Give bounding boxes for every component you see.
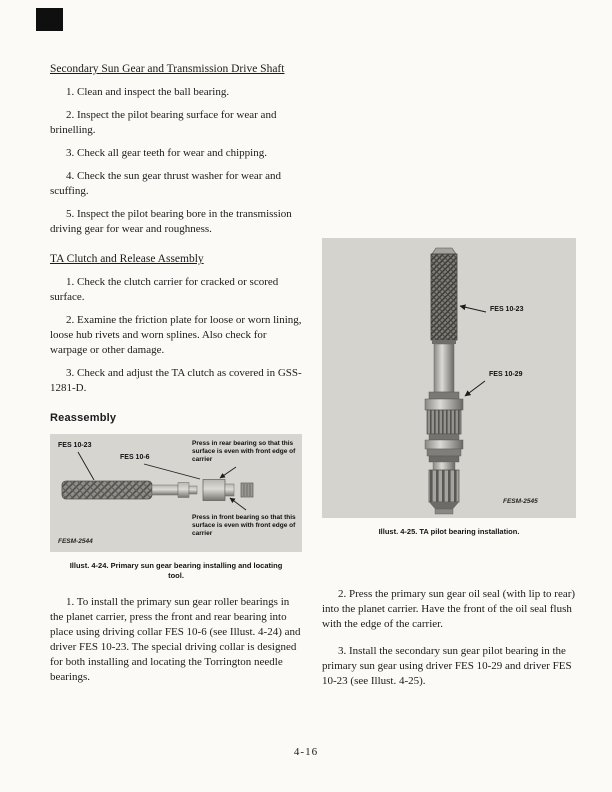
figure-caption-4-25: Illust. 4-25. TA pilot bearing installation. <box>378 527 520 536</box>
figure-illust-4-25 <box>322 238 576 518</box>
list-item: 3. Check all gear teeth for wear and chipping. <box>66 147 267 159</box>
part-label-fes-10-6: FES 10-6 <box>120 454 150 461</box>
section-heading-reassembly: Reassembly <box>50 412 117 424</box>
list-item: 2. Inspect the pilot bearing surface for wear and brinelling. <box>50 109 277 136</box>
list-item: 3. Check and adjust the TA clutch as covered in GSS-1281-D. <box>50 367 302 394</box>
right-column-text <box>322 587 576 689</box>
paragraph-step-3: 3. Install the secondary sun gear pilot bearing in the primary sun gear using driver FES 10-29 and driver FES 10-23 (see Illust. 4-25). <box>322 645 572 687</box>
page-number: 4-16 <box>293 746 319 758</box>
paragraph-step-1: 1. To install the primary sun gear roller bearings in the planet carrier, press the front and rear bearing into place using driving collar FES 10-6 (see Illust. 4-24) and driver FES 10-23. The special driving collar is designed for both installing and locating the Torrington needle bearings. <box>50 596 301 683</box>
list-item: 1. Clean and inspect the ball bearing. <box>66 86 230 98</box>
part-label-fes-10-23: FES 10-23 <box>58 442 92 449</box>
part-label-fes-10-23: FES 10-23 <box>490 306 524 313</box>
list-item: 1. Check the clutch carrier for cracked or scored surface. <box>50 276 279 303</box>
left-column <box>50 62 302 685</box>
photo-id-fesm-2544: FESM-2544 <box>58 538 93 545</box>
callout-rear-bearing: Press in rear bearing so that this surface is even with front edge of carrier <box>192 440 296 463</box>
figure-caption-4-24: Illust. 4-24. Primary sun gear bearing installing and locating tool. <box>69 561 283 580</box>
list-item: 5. Inspect the pilot bearing bore in the transmission driving gear for wear and roughness. <box>50 208 292 235</box>
right-column <box>322 238 576 689</box>
paragraph-step-2: 2. Press the primary sun gear oil seal (with lip to rear) into the planet carrier. Have the front of the oil seal flush with the edge of the carrier. <box>322 588 576 630</box>
section-heading-ta-clutch: TA Clutch and Release Assembly <box>50 253 204 265</box>
section-heading-secondary-sun-gear: Secondary Sun Gear and Transmission Drive Shaft <box>50 63 285 75</box>
list-item: 2. Examine the friction plate for loose or worn lining, loose hub rivets and worn splines. Also check for warpage or other damage. <box>50 314 302 356</box>
photo-id-fesm-2545: FESM-2545 <box>503 498 538 505</box>
part-label-fes-10-29: FES 10-29 <box>489 371 523 378</box>
figure-illust-4-24 <box>50 434 302 552</box>
callout-front-bearing: Press in front bearing so that this surface is even with front edge of carrier <box>192 514 296 537</box>
registration-mark <box>36 8 63 31</box>
figure-4-25-drawing <box>322 238 576 518</box>
list-item: 4. Check the sun gear thrust washer for wear and scuffing. <box>50 170 282 197</box>
